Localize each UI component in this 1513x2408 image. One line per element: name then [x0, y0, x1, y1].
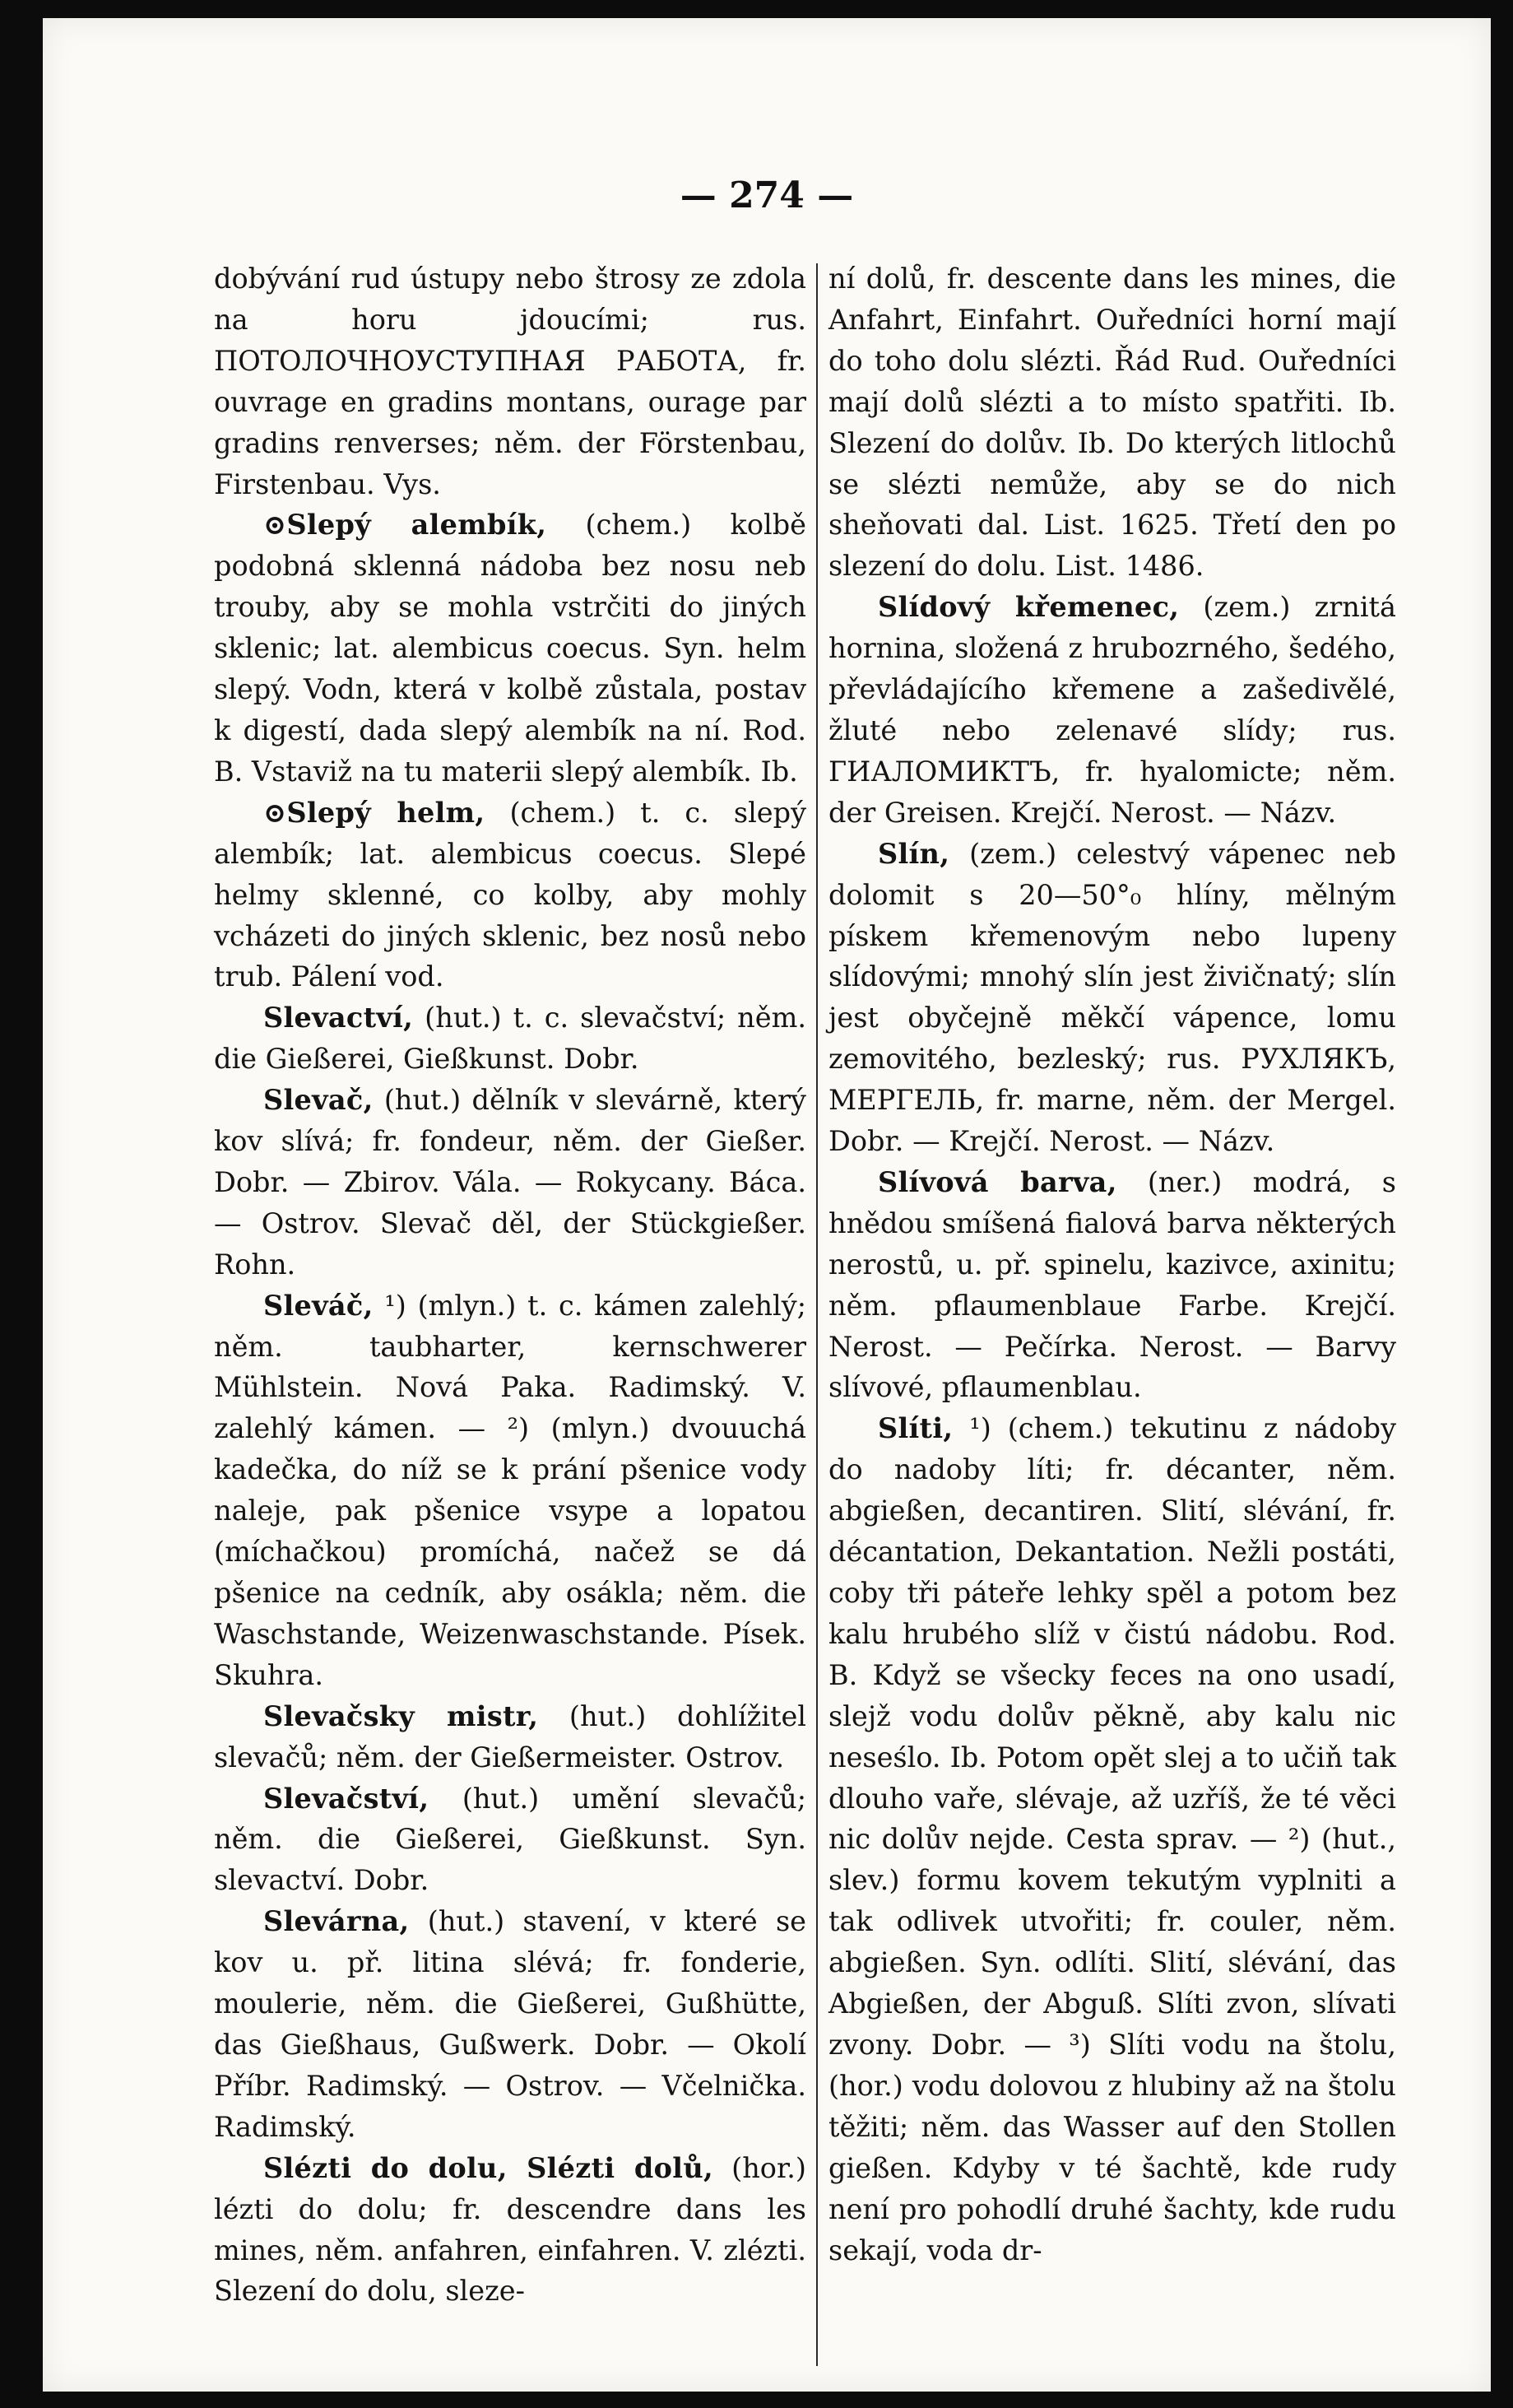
entry-headword: Sleváč,	[263, 1289, 374, 1322]
entry-headword: Slívová barva,	[878, 1165, 1117, 1198]
entry-headword: Slíti,	[878, 1412, 954, 1445]
page-number: — 274 —	[680, 174, 854, 216]
entry-headword: ⊙Slepý helm,	[263, 796, 485, 829]
dictionary-entry	[214, 1080, 806, 1285]
entry-headword: Slídový křemenec,	[878, 591, 1180, 624]
dictionary-entry	[214, 997, 806, 1080]
right-column	[828, 258, 1396, 2271]
entry-definition: ¹) (chem.) tekutinu z nádoby do nadoby líti; fr. décanter, něm. abgießen, decantiren. Slití, slévání, fr. décantation, Dekantation. Nežli postáti, coby tři páteře lehky spěl a potom bez kalu hrubého slíž v čistú nádobu. Rod. B. Když se všecky feces na ono usadí, slejž vodu dolův pěkně, aby kalu nic neseślo. Ib. Potom opět slej a to učiň tak dlouho vaře, slévaje, až uzříš, že té věci nic dolův nejde. Cesta sprav. — ²) (hut., slev.) formu kovem tekutým vyplniti a tak odlivek utvořiti; fr. couler, něm. abgießen. Syn. odlíti. Slití, slévání, das Abgießen, der Abguß. Slíti zvon, slívati zvony. Dobr. — ³) Slíti vodu na štolu, (hor.) vodu dolovou z hlubiny až na štolu těžiti; něm. das Wasser auf den Stollen gießen. Kdyby v té šachtě, kde rudy není pro pohodlí druhé šachty, kde rudu sekají, voda dr-	[828, 1412, 1396, 2266]
dictionary-entry	[214, 1778, 806, 1902]
dictionary-entry	[828, 1162, 1396, 1408]
entry-headword: Slevačsky mistr,	[263, 1699, 539, 1732]
entry-headword: Slézti do dolu, Slézti dolů,	[263, 2151, 713, 2184]
entry-definition: (ner.) modrá, s hnědou smíšená fialová barva některých nerostů, u. př. spinelu, kazivce, axinitu; něm. pflaumenblaue Farbe. Krejčí. Nerost. — Pečírka. Nerost. — Barvy slívové, pflaumenblau.	[828, 1165, 1396, 1404]
dictionary-entry	[214, 1696, 806, 1778]
continued-entry-text: dobývání rud ústupy nebo štrosy ze zdola na horu jdoucími; rus. ПОТОЛОЧНОУСТУПНАЯ РАБОТА, fr. ouvrage en gradins montans, ourage par gradins renverses; něm. der Förstenbau, Firstenbau. Vys.	[214, 263, 806, 500]
entry-definition: (hut.) dohlížitel slevačů; něm. der Gießermeister. Ostrov.	[214, 1699, 806, 1773]
dictionary-entry	[828, 834, 1396, 1162]
dictionary-entry	[214, 2148, 806, 2313]
dictionary-entry	[828, 1408, 1396, 2271]
entry-definition: (zem.) zrnitá hornina, složená z hrubozrného, šedého, převládajícího křemene a zašedivělé, žluté nebo zelenavé slídy; rus. ГИАЛОМИКТЪ, fr. hyalomicte; něm. der Greisen. Krejčí. Nerost. — Názv.	[828, 591, 1396, 829]
entry-headword: Slevač,	[263, 1084, 374, 1117]
continued-entry-text: ní dolů, fr. descente dans les mines, die Anfahrt, Einfahrt. Ouředníci horní mají do toho dolu slézti. Řád Rud. Ouředníci mají dolů slézti a to místo spatřiti. Ib. Slezení do dolův. Ib. Do kterých litlochů se slézti nemůže, aby se do nich sheňovati dal. List. 1625. Třetí den po slezení do dolu. List. 1486.	[828, 263, 1396, 583]
dictionary-page	[43, 18, 1491, 2392]
entry-definition: (zem.) celestvý vápenec neb dolomit s 20—50°₀ hlíny, mělným pískem křemenovým nebo lupeny slídovými; mnohý slín jest živičnatý; slín jest obyčejně měkčí vápence, lomu zemovitého, bezleský; rus. РУХЛЯКЪ, МЕРГЕЛЬ, fr. marne, něm. der Mergel. Dobr. — Krejčí. Nerost. — Názv.	[828, 837, 1396, 1158]
entry-headword: Slevactví,	[263, 1002, 414, 1034]
dictionary-entry	[214, 793, 806, 998]
entry-definition: (chem.) kolbě podobná sklenná nádoba bez nosu neb trouby, aby se mohla vstrčiti do jiných sklenic; lat. alembicus coecus. Syn. helm slepý. Vodn, která v kolbě zůstala, postav k digestí, dada slepý alembík na ní. Rod. B. Vstaviž na tu materii slepý alembík. Ib.	[214, 509, 807, 788]
left-column	[214, 258, 806, 2312]
entry-headword: Slevárna,	[263, 1905, 410, 1938]
entry-definition: (hut.) umění slevačů; něm. die Gießerei, Gießkunst. Syn. slevactví. Dobr.	[214, 1782, 806, 1897]
entry-headword: Slín,	[878, 837, 950, 870]
entry-definition: (hor.) lézti do dolu; fr. descendre dans les mines, něm. anfahren, einfahren. V. zlézti. Slezení do dolu, sleze-	[214, 2151, 806, 2308]
entry-definition: (hut.) dělník v slevárně, který kov slívá; fr. fondeur, něm. der Gießer. Dobr. — Zbirov. Vála. — Rokycany. Báca. — Ostrov. Slevač děl, der Stückgießer. Rohn.	[214, 1084, 806, 1281]
column-divider	[816, 263, 818, 2366]
dictionary-entry	[214, 504, 806, 792]
dictionary-entry	[828, 587, 1396, 833]
entry-definition: (chem.) t. c. slepý alembík; lat. alembicus coecus. Slepé helmy sklenné, co kolby, aby mohly vcházeti do jiných sklenic, bez nosů nebo trub. Pálení vod.	[214, 796, 806, 993]
dictionary-entry	[214, 1285, 806, 1696]
dictionary-entry	[214, 1901, 806, 2147]
entry-definition: (hut.) stavení, v které se kov u. př. litina slévá; fr. fonderie, moulerie, něm. die Gießerei, Gußhütte, das Gießhaus, Gußwerk. Dobr. — Okolí Příbr. Radimský. — Ostrov. — Včelnička. Radimský.	[214, 1905, 806, 2143]
entry-headword: Slevačství,	[263, 1782, 429, 1815]
entry-definition: ¹) (mlyn.) t. c. kámen zalehlý; něm. taubharter, kernschwerer Mühlstein. Nová Paka. Radimský. V. zalehlý kámen. — ²) (mlyn.) dvouuchá kadečka, do níž se k pránı́ pšenice vody naleje, pak pšenice vsype a lopatou (míchačkou) promíchá, načež se dá pšenice na cedník, aby osákla; něm. die Waschstande, Weizenwaschstande. Písek. Skuhra.	[214, 1289, 806, 1691]
entry-headword: ⊙Slepý alembík,	[263, 509, 547, 542]
entry-definition: (hut.) t. c. slevačství; něm. die Gießerei, Gießkunst. Dobr.	[214, 1002, 806, 1076]
